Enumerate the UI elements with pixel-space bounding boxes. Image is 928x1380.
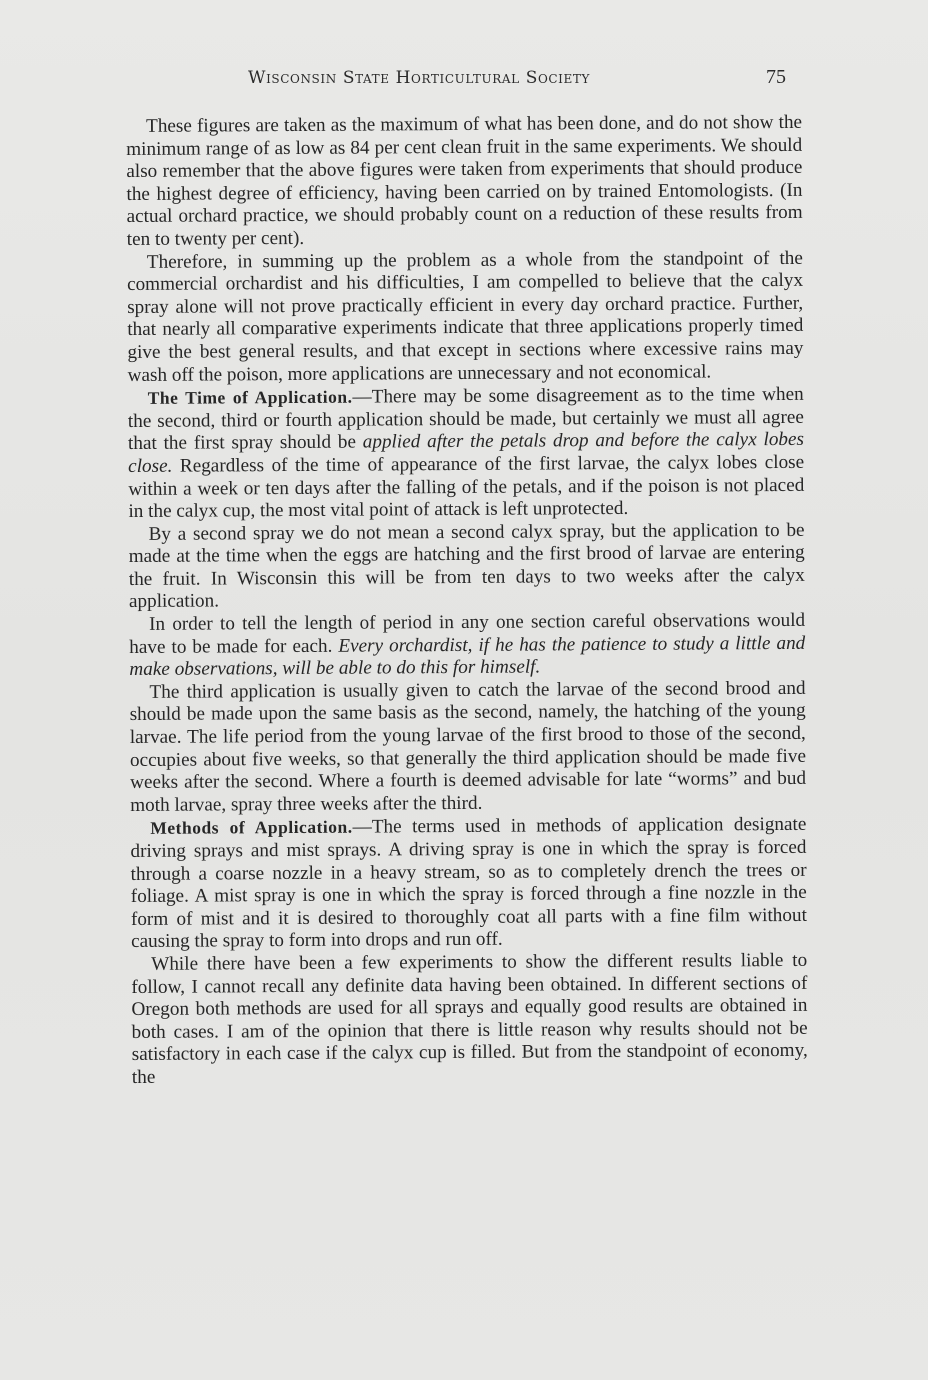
page-number: 75 — [766, 66, 786, 88]
paragraph-text: These figures are taken as the maximum of what has been done, and do not show the minimum range of as low as 84 per cent clean fruit in the same experiments. We should also remember that the above figures were taken from experiments that should produce the highest degree of efficiency, having been carried on by trained Entomologists. (In actual orchard practice, we should probably count on a reduction of these results from ten to twenty per cent). — [126, 111, 803, 250]
paragraph-text: While there have been a few experiments to show the different results liable to follow, I cannot recall any definite data having been obtained. In different sections of Oregon both methods are used for all sprays and equally good results are obtained in both cases. I am of the opinion that there is little reason why results should not be satisfactory in each case if the calyx cup is filled. But from the standpoint of economy, the — [131, 949, 808, 1088]
section-heading: Methods of Application. — [150, 817, 353, 839]
paragraph-text: —The terms used in methods of application designate driving sprays and mist sprays. A driving spray is one in which the spray is forced through a coarse nozzle in a heavy stream, so as to completely drench the trees or foliage. A mist spray is one in which the spray is forced through a fine nozzle in the form of mist and it is desired to thoroughly coat all parts with a fine film without causing the spray to form into drops and run off. — [130, 814, 807, 953]
emphasis-text: applied after the petals drop and before the calyx lobes close. — [128, 429, 805, 477]
paragraph-third-application — [129, 678, 806, 818]
paragraph-text: The third application is usually given to catch the larvae of the second brood and should be made upon the same basis as the second, namely, the hatching of the young larvae. The life period from the young larvae of the first brood to those of the second, occupies about five weeks, so that generally the third application should be made five weeks after the second. Where a fourth is deemed advisable for late “worms” and bud moth larvae, spray three weeks after the third. — [129, 677, 807, 816]
paragraph-methods-of-application — [130, 813, 807, 954]
paragraph-text: Therefore, in summing up the problem as a whole from the standpoint of the commercial orchardist and his difficulties, I am compelled to believe that the calyx spray alone will not prove practically efficient in every day orchard practice. Further, that nearly all comparative experiments indicate that three applications properly timed give the best general results, and that except in sections where excessive rains may wash off the poison, more applications are unnecessary and not economical. — [126, 247, 804, 386]
paragraph-text: Regardless of the time of appearance of the first larvae, the calyx lobes close within a week or ten days after the falling of the petals, and if the poison is not placed in the calyx cup, the most vital point of attack is left unprotected. — [128, 451, 805, 523]
running-head: Wisconsin State Horticultural Society — [248, 68, 590, 88]
paragraph-summing-up — [127, 247, 804, 387]
paragraph-time-of-application — [128, 383, 805, 524]
paragraph-text: In order to tell the length of period in any one section careful observations would have to be made for each. — [129, 609, 806, 658]
paragraph-second-spray — [128, 520, 805, 615]
section-heading: The Time of Application. — [147, 386, 353, 408]
paragraph-figures — [126, 112, 803, 252]
paragraph-observations — [129, 610, 805, 682]
body-text — [126, 112, 808, 1090]
paragraph-experiments — [131, 950, 808, 1090]
paragraph-text: By a second spray we do not mean a second calyx spray, but the application to be made at the time when the eggs are hatching and the first brood of larvae are entering the fruit. In Wisconsin this will be from ten days to two weeks after the calyx application. — [128, 519, 805, 613]
paragraph-text: —There may be some disagreement as to the time when the second, third or fourth application should be made, but certainly we must all agree that the first spray should be — [127, 383, 804, 455]
emphasis-text: Every orchardist, if he has the patience to study a little and make observations, will be able to do this for himself. — [129, 632, 806, 681]
